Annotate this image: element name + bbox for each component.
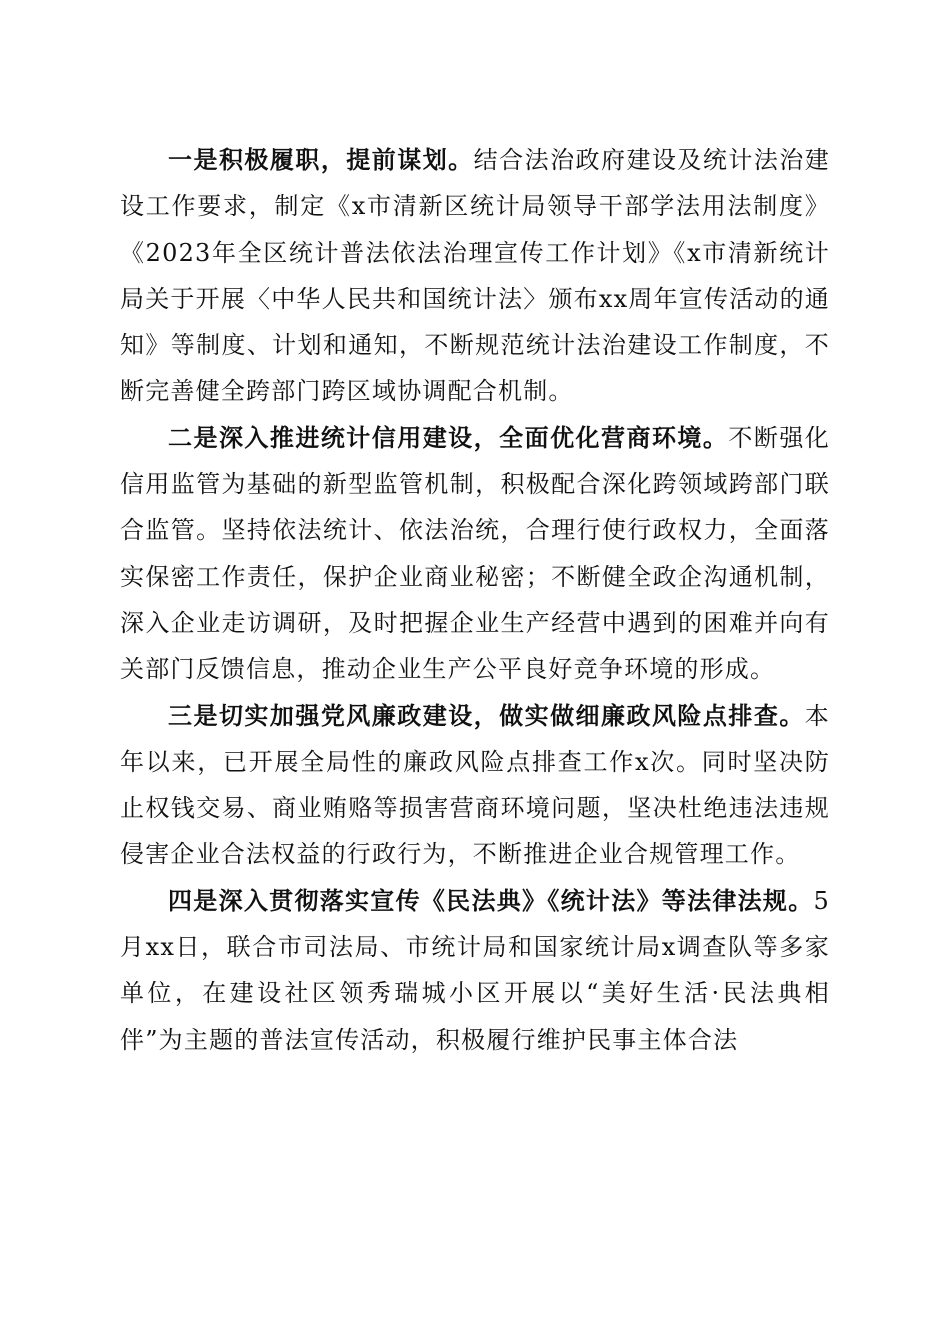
paragraph-4 [120,878,830,1063]
paragraph-4-heading: 四是深入贯彻落实宣传《民法典》《统计法》等法律法规。 [168,885,814,915]
paragraph-1 [120,137,830,415]
paragraph-3-text: 本年以来，已开展全局性的廉政风险点排查工作x次。同时坚决防止权钱交易、商业贿赂等损害营商环境问题，坚决杜绝违法违规侵害企业合法权益的行政行为，不断推进企业合规管理工作。 [120,701,830,869]
paragraph-3 [120,693,830,878]
document-body [120,137,830,1063]
paragraph-4-text: 5月xx日，联合市司法局、市统计局和国家统计局x调查队等多家单位，在建设社区领秀瑞城小区开展以“美好生活·民法典相伴”为主题的普法宣传活动，积极履行维护民事主体合法 [120,886,830,1054]
paragraph-2-text: 不断强化信用监管为基础的新型监管机制，积极配合深化跨领域跨部门联合监管。坚持依法统计、依法治统，合理行使行政权力，全面落实保密工作责任，保护企业商业秘密；不断健全政企沟通机制，深入企业走访调研，及时把握企业生产经营中遇到的困难并向有关部门反馈信息，推动企业生产公平良好竞争环境的形成。 [120,423,830,684]
paragraph-1-text: 结合法治政府建设及统计法治建设工作要求，制定《x市清新区统计局领导干部学法用法制度》《2023年全区统计普法依法治理宣传工作计划》《x市清新统计局关于开展〈中华人民共和国统计法〉颁布xx周年宣传活动的通知》等制度、计划和通知，不断规范统计法治建设工作制度，不断完善健全跨部门跨区域协调配合机制。 [120,146,830,406]
paragraph-2-heading: 二是深入推进统计信用建设，全面优化营商环境。 [168,422,729,452]
paragraph-3-heading: 三是切实加强党风廉政建设，做实做细廉政风险点排查。 [168,700,805,730]
paragraph-2 [120,415,830,693]
paragraph-1-heading: 一是积极履职，提前谋划。 [168,145,474,174]
